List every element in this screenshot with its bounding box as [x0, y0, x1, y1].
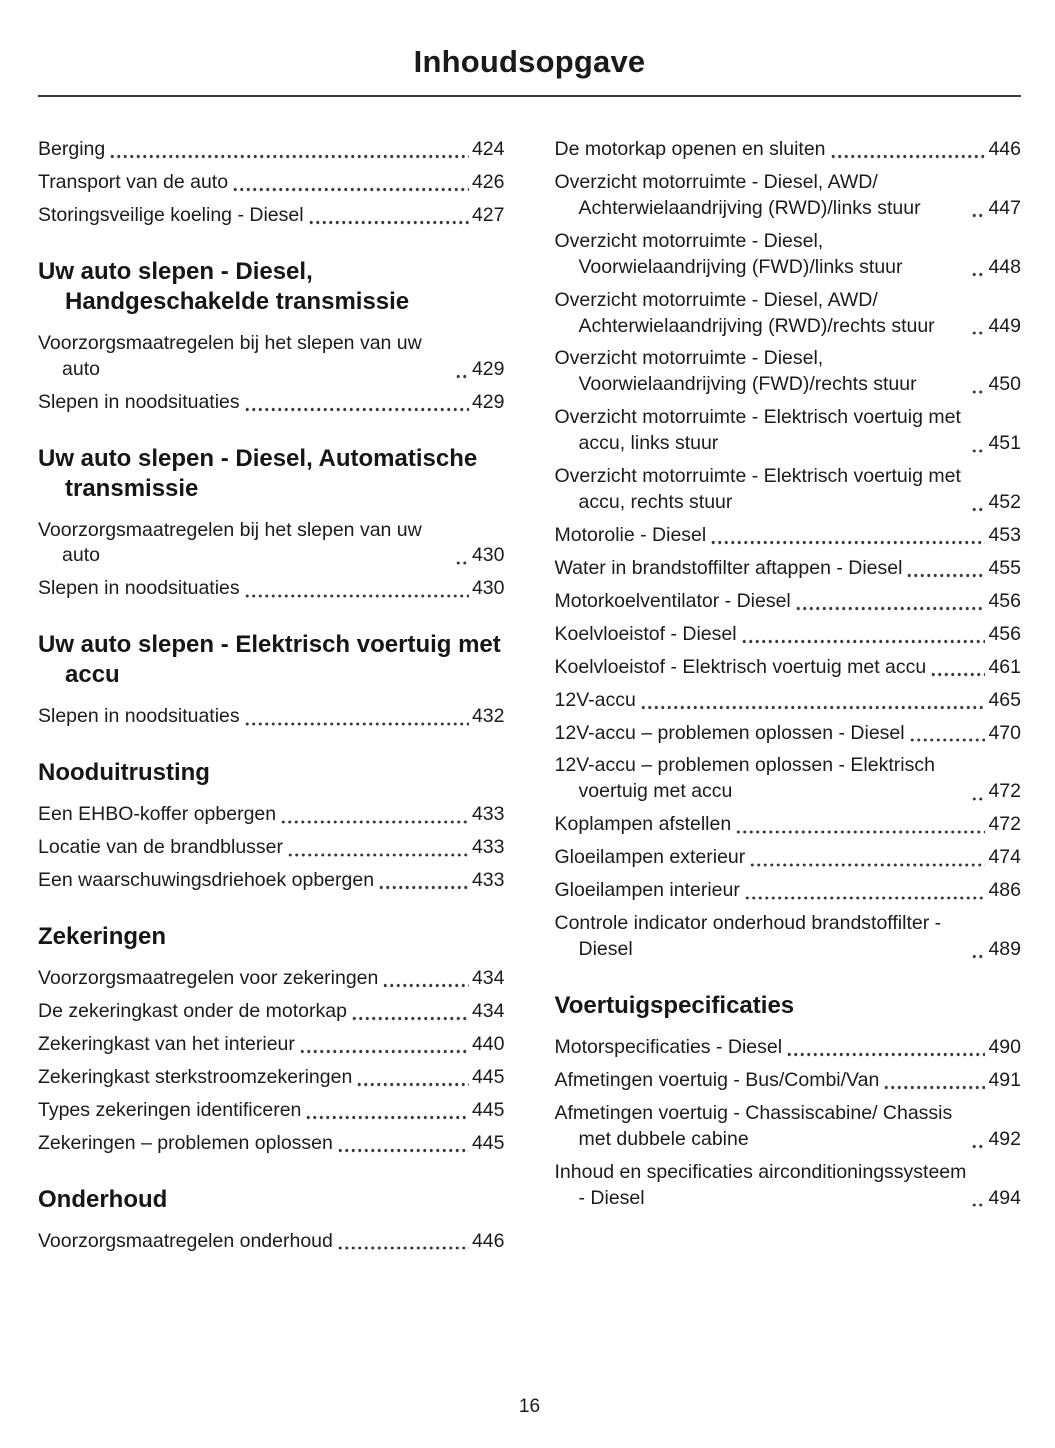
toc-entry-label: De motorkap openen en sluiten [554, 138, 826, 160]
dot-leader [744, 889, 986, 901]
toc-entry-label: Voorzorgsmaatregelen bij het slepen van uw auto [38, 331, 422, 380]
dot-leader [971, 383, 985, 395]
toc-entry-page-number: 472 [988, 780, 1021, 803]
toc-entry-label: Voorzorgsmaatregelen voor zekeringen [38, 966, 379, 989]
toc-entry-label: Slepen in noodsituaties [38, 577, 240, 600]
toc-entry [38, 868, 505, 894]
toc-entry-label: Motorolie - Diesel [554, 523, 707, 546]
toc-entry [38, 1229, 505, 1255]
toc-entry-label: Zekeringen – problemen oplossen [38, 1131, 333, 1154]
toc-section-heading: Nooduitrusting [38, 759, 210, 787]
toc-entry [38, 999, 505, 1025]
toc-entry [555, 1160, 1022, 1212]
dot-leader [971, 948, 985, 960]
toc-section-heading: Voertuigspecificaties [554, 991, 795, 1019]
toc-entry-page-number: 461 [988, 655, 1021, 678]
toc-entry-page-number: 453 [988, 523, 1021, 546]
dot-leader [455, 554, 469, 566]
dot-leader [356, 1076, 469, 1088]
toc-entry [555, 556, 1022, 582]
toc-entry-label: Overzicht motorruimte - Elektrisch voertuig met accu, rechts stuur [554, 465, 961, 514]
toc-entry-label: Voorzorgsmaatregelen bij het slepen van uw auto [38, 518, 422, 567]
dot-leader [244, 401, 469, 413]
toc-entry-page-number: 449 [988, 314, 1021, 337]
toc-entry-label: Zekeringkast sterkstroomzekeringen [38, 1065, 353, 1088]
toc-entry [555, 1101, 1022, 1153]
toc-entry-page-number: 486 [988, 879, 1021, 902]
toc-entry-page-number: 434 [471, 999, 505, 1022]
dot-leader [640, 699, 986, 711]
dot-leader [786, 1046, 985, 1058]
toc-entry [555, 1068, 1022, 1094]
toc-entry-page-number: 450 [988, 373, 1021, 396]
toc-entry [555, 589, 1022, 615]
toc-entry-page-number: 448 [988, 255, 1021, 278]
toc-entry-page-number: 465 [988, 688, 1021, 711]
toc-entry-label: Berging [38, 138, 106, 160]
dot-leader [244, 715, 469, 727]
toc-entry-page-number: 472 [988, 813, 1021, 836]
toc-entry-page-number: 491 [988, 1068, 1021, 1091]
dot-leader [971, 501, 985, 513]
toc-entry-label: Koplampen afstellen [554, 813, 732, 836]
dot-leader [971, 790, 985, 802]
toc-entry [38, 802, 505, 828]
dot-leader [337, 1239, 469, 1251]
toc-entry-page-number: 447 [988, 196, 1021, 219]
toc-entry [38, 518, 505, 570]
toc-entry-label: Zekeringkast van het interieur [38, 1032, 295, 1055]
toc-entry-label: De zekeringkast onder de motorkap [38, 999, 347, 1022]
dot-leader [971, 1138, 985, 1150]
toc-entry [38, 1032, 505, 1058]
toc-entry [555, 845, 1022, 871]
toc-entry-label: Gloeilampen exterieur [554, 846, 746, 869]
dot-leader [287, 846, 469, 858]
toc-entry-label: Locatie van de brandblusser [38, 836, 283, 859]
toc-entry-label: Overzicht motorruimte - Diesel, Voorwielaandrijving (FWD)/rechts stuur [554, 347, 917, 396]
dot-leader [382, 977, 469, 989]
toc-entry [38, 137, 505, 163]
toc-entry [555, 753, 1022, 805]
toc-entry-page-number: 430 [471, 544, 505, 567]
toc-entry-page-number: 452 [988, 491, 1021, 514]
toc-entry [555, 170, 1022, 222]
toc-entry [555, 137, 1022, 163]
toc-entry-page-number: 445 [471, 1065, 505, 1088]
toc-entry-label: Een EHBO-koffer opbergen [38, 803, 277, 826]
toc-entry [38, 390, 505, 416]
toc-entry-page-number: 434 [471, 966, 505, 989]
toc-entry-label: Transport van de auto [38, 170, 229, 193]
toc-entry [38, 1098, 505, 1124]
toc-entry [555, 405, 1022, 457]
dot-leader [378, 879, 469, 891]
toc-entry-label: 12V-accu [554, 688, 636, 711]
toc-entry-page-number: 432 [471, 705, 505, 728]
toc-entry-label: Slepen in noodsituaties [38, 705, 240, 728]
toc-entry-page-number: 429 [471, 390, 505, 413]
dot-leader [741, 633, 986, 645]
toc-entry-page-number: 489 [988, 937, 1021, 960]
toc-entry-page-number: 474 [988, 846, 1021, 869]
toc-entry [38, 170, 505, 196]
toc-entry-page-number: 456 [988, 622, 1021, 645]
title-divider [38, 95, 1021, 97]
toc-entry [555, 229, 1022, 281]
toc-entry-label: Een waarschuwingsdriehoek opbergen [38, 869, 375, 892]
toc-entry [38, 576, 505, 602]
toc-entry [555, 288, 1022, 340]
toc-entry-label: Gloeilampen interieur [554, 879, 740, 902]
toc-entry-label: 12V-accu – problemen oplossen - Elektrisch voertuig met accu [554, 754, 935, 803]
dot-leader [308, 214, 469, 226]
toc-entry-page-number: 470 [988, 721, 1021, 744]
dot-leader [930, 666, 985, 678]
dot-leader [244, 587, 469, 599]
toc-entry-label: Overzicht motorruimte - Diesel, AWD/ Achterwielaandrijving (RWD)/links stuur [554, 170, 921, 219]
toc-entry [38, 1131, 505, 1157]
toc-entry-label: Slepen in noodsituaties [38, 390, 240, 413]
dot-leader [232, 181, 469, 193]
toc-entry-label: Inhoud en specificaties airconditioningssysteem - Diesel [554, 1160, 967, 1209]
toc-entry [555, 346, 1022, 398]
page-title: Inhoudsopgave [413, 44, 646, 79]
toc-entry [38, 203, 505, 229]
toc-column-right [555, 137, 1022, 1218]
dot-leader [971, 266, 985, 278]
dot-leader [971, 324, 985, 336]
toc-entry-page-number: 440 [471, 1032, 505, 1055]
toc-entry [38, 331, 505, 383]
dot-leader [351, 1010, 469, 1022]
toc-entry-label: Storingsveilige koeling - Diesel [38, 203, 304, 226]
toc-entry-label: 12V-accu – problemen oplossen - Diesel [554, 721, 905, 744]
toc-entry [555, 721, 1022, 747]
dot-leader [883, 1079, 985, 1091]
toc-column-left [38, 137, 505, 1261]
toc-entry-label: Overzicht motorruimte - Diesel, Voorwielaandrijving (FWD)/links stuur [554, 229, 903, 278]
toc-entry-label: Koelvloeistof - Elektrisch voertuig met accu [554, 655, 927, 678]
page-number: 16 [518, 1396, 541, 1417]
dot-leader [299, 1043, 469, 1055]
toc-entry-page-number: 424 [471, 138, 505, 160]
toc-entry-label: Afmetingen voertuig - Chassiscabine/ Chassis met dubbele cabine [554, 1101, 953, 1150]
toc-entry-label: Types zekeringen identificeren [38, 1098, 302, 1121]
toc-entry [555, 911, 1022, 963]
toc-entry-label: Koelvloeistof - Diesel [554, 622, 737, 645]
toc-entry [555, 878, 1022, 904]
dot-leader [749, 856, 985, 868]
toc-entry-page-number: 445 [471, 1131, 505, 1154]
toc-entry-page-number: 427 [471, 203, 505, 226]
toc-section-heading: Onderhoud [38, 1185, 168, 1213]
toc-entry-page-number: 456 [988, 589, 1021, 612]
toc-entry [555, 655, 1022, 681]
dot-leader [710, 534, 985, 546]
toc-entry-label: Motorspecificaties - Diesel [554, 1035, 783, 1058]
dot-leader [830, 148, 986, 160]
dot-leader [909, 731, 986, 743]
toc-entry-page-number: 490 [988, 1035, 1021, 1058]
toc-entry-page-number: 445 [471, 1098, 505, 1121]
dot-leader [971, 207, 985, 219]
toc-entry-page-number: 451 [988, 432, 1021, 455]
toc-entry [555, 464, 1022, 516]
toc-entry-page-number: 429 [471, 357, 505, 380]
toc-section-heading: Uw auto slepen - Elektrisch voertuig met accu [38, 631, 501, 689]
dot-leader [795, 600, 986, 612]
toc-entry [555, 622, 1022, 648]
toc-entry-label: Overzicht motorruimte - Elektrisch voertuig met accu, links stuur [554, 406, 961, 455]
toc-entry [555, 1035, 1022, 1061]
dot-leader [109, 148, 469, 160]
toc-section-heading: Uw auto slepen - Diesel, Automatische transmissie [38, 444, 478, 502]
toc-entry-page-number: 446 [988, 138, 1021, 160]
toc-entry-page-number: 494 [988, 1186, 1021, 1209]
toc-section-heading: Zekeringen [38, 922, 167, 950]
dot-leader [455, 368, 469, 380]
toc-entry-label: Voorzorgsmaatregelen onderhoud [38, 1229, 333, 1252]
toc-section-heading: Uw auto slepen - Diesel, Handgeschakelde transmissie [38, 257, 410, 315]
toc-entry-label: Controle indicator onderhoud brandstoffilter - Diesel [554, 912, 942, 960]
toc-entry-label: Afmetingen voertuig - Bus/Combi/Van [554, 1068, 880, 1091]
toc-columns [38, 137, 1021, 1362]
toc-entry-page-number: 492 [988, 1127, 1021, 1150]
toc-entry-label: Water in brandstoffilter aftappen - Diesel [554, 556, 903, 579]
toc-entry-label: Motorkoelventilator - Diesel [554, 589, 791, 612]
dot-leader [971, 442, 985, 454]
toc-entry [38, 1065, 505, 1091]
toc-entry-page-number: 446 [471, 1229, 505, 1252]
toc-entry-page-number: 455 [988, 556, 1021, 579]
toc-entry [38, 966, 505, 992]
toc-entry-page-number: 433 [471, 869, 505, 892]
toc-entry-page-number: 426 [471, 170, 505, 193]
dot-leader [280, 813, 469, 825]
toc-entry-page-number: 433 [471, 836, 505, 859]
toc-entry [555, 688, 1022, 714]
dot-leader [337, 1142, 469, 1154]
toc-entry-page-number: 430 [471, 577, 505, 600]
dot-leader [906, 567, 985, 579]
dot-leader [735, 823, 985, 835]
toc-entry [38, 835, 505, 861]
dot-leader [305, 1109, 469, 1121]
toc-entry [555, 523, 1022, 549]
toc-entry-label: Overzicht motorruimte - Diesel, AWD/ Achterwielaandrijving (RWD)/rechts stuur [554, 288, 935, 337]
toc-entry-page-number: 433 [471, 803, 505, 826]
toc-entry [38, 704, 505, 730]
dot-leader [971, 1196, 985, 1208]
toc-entry [555, 812, 1022, 838]
